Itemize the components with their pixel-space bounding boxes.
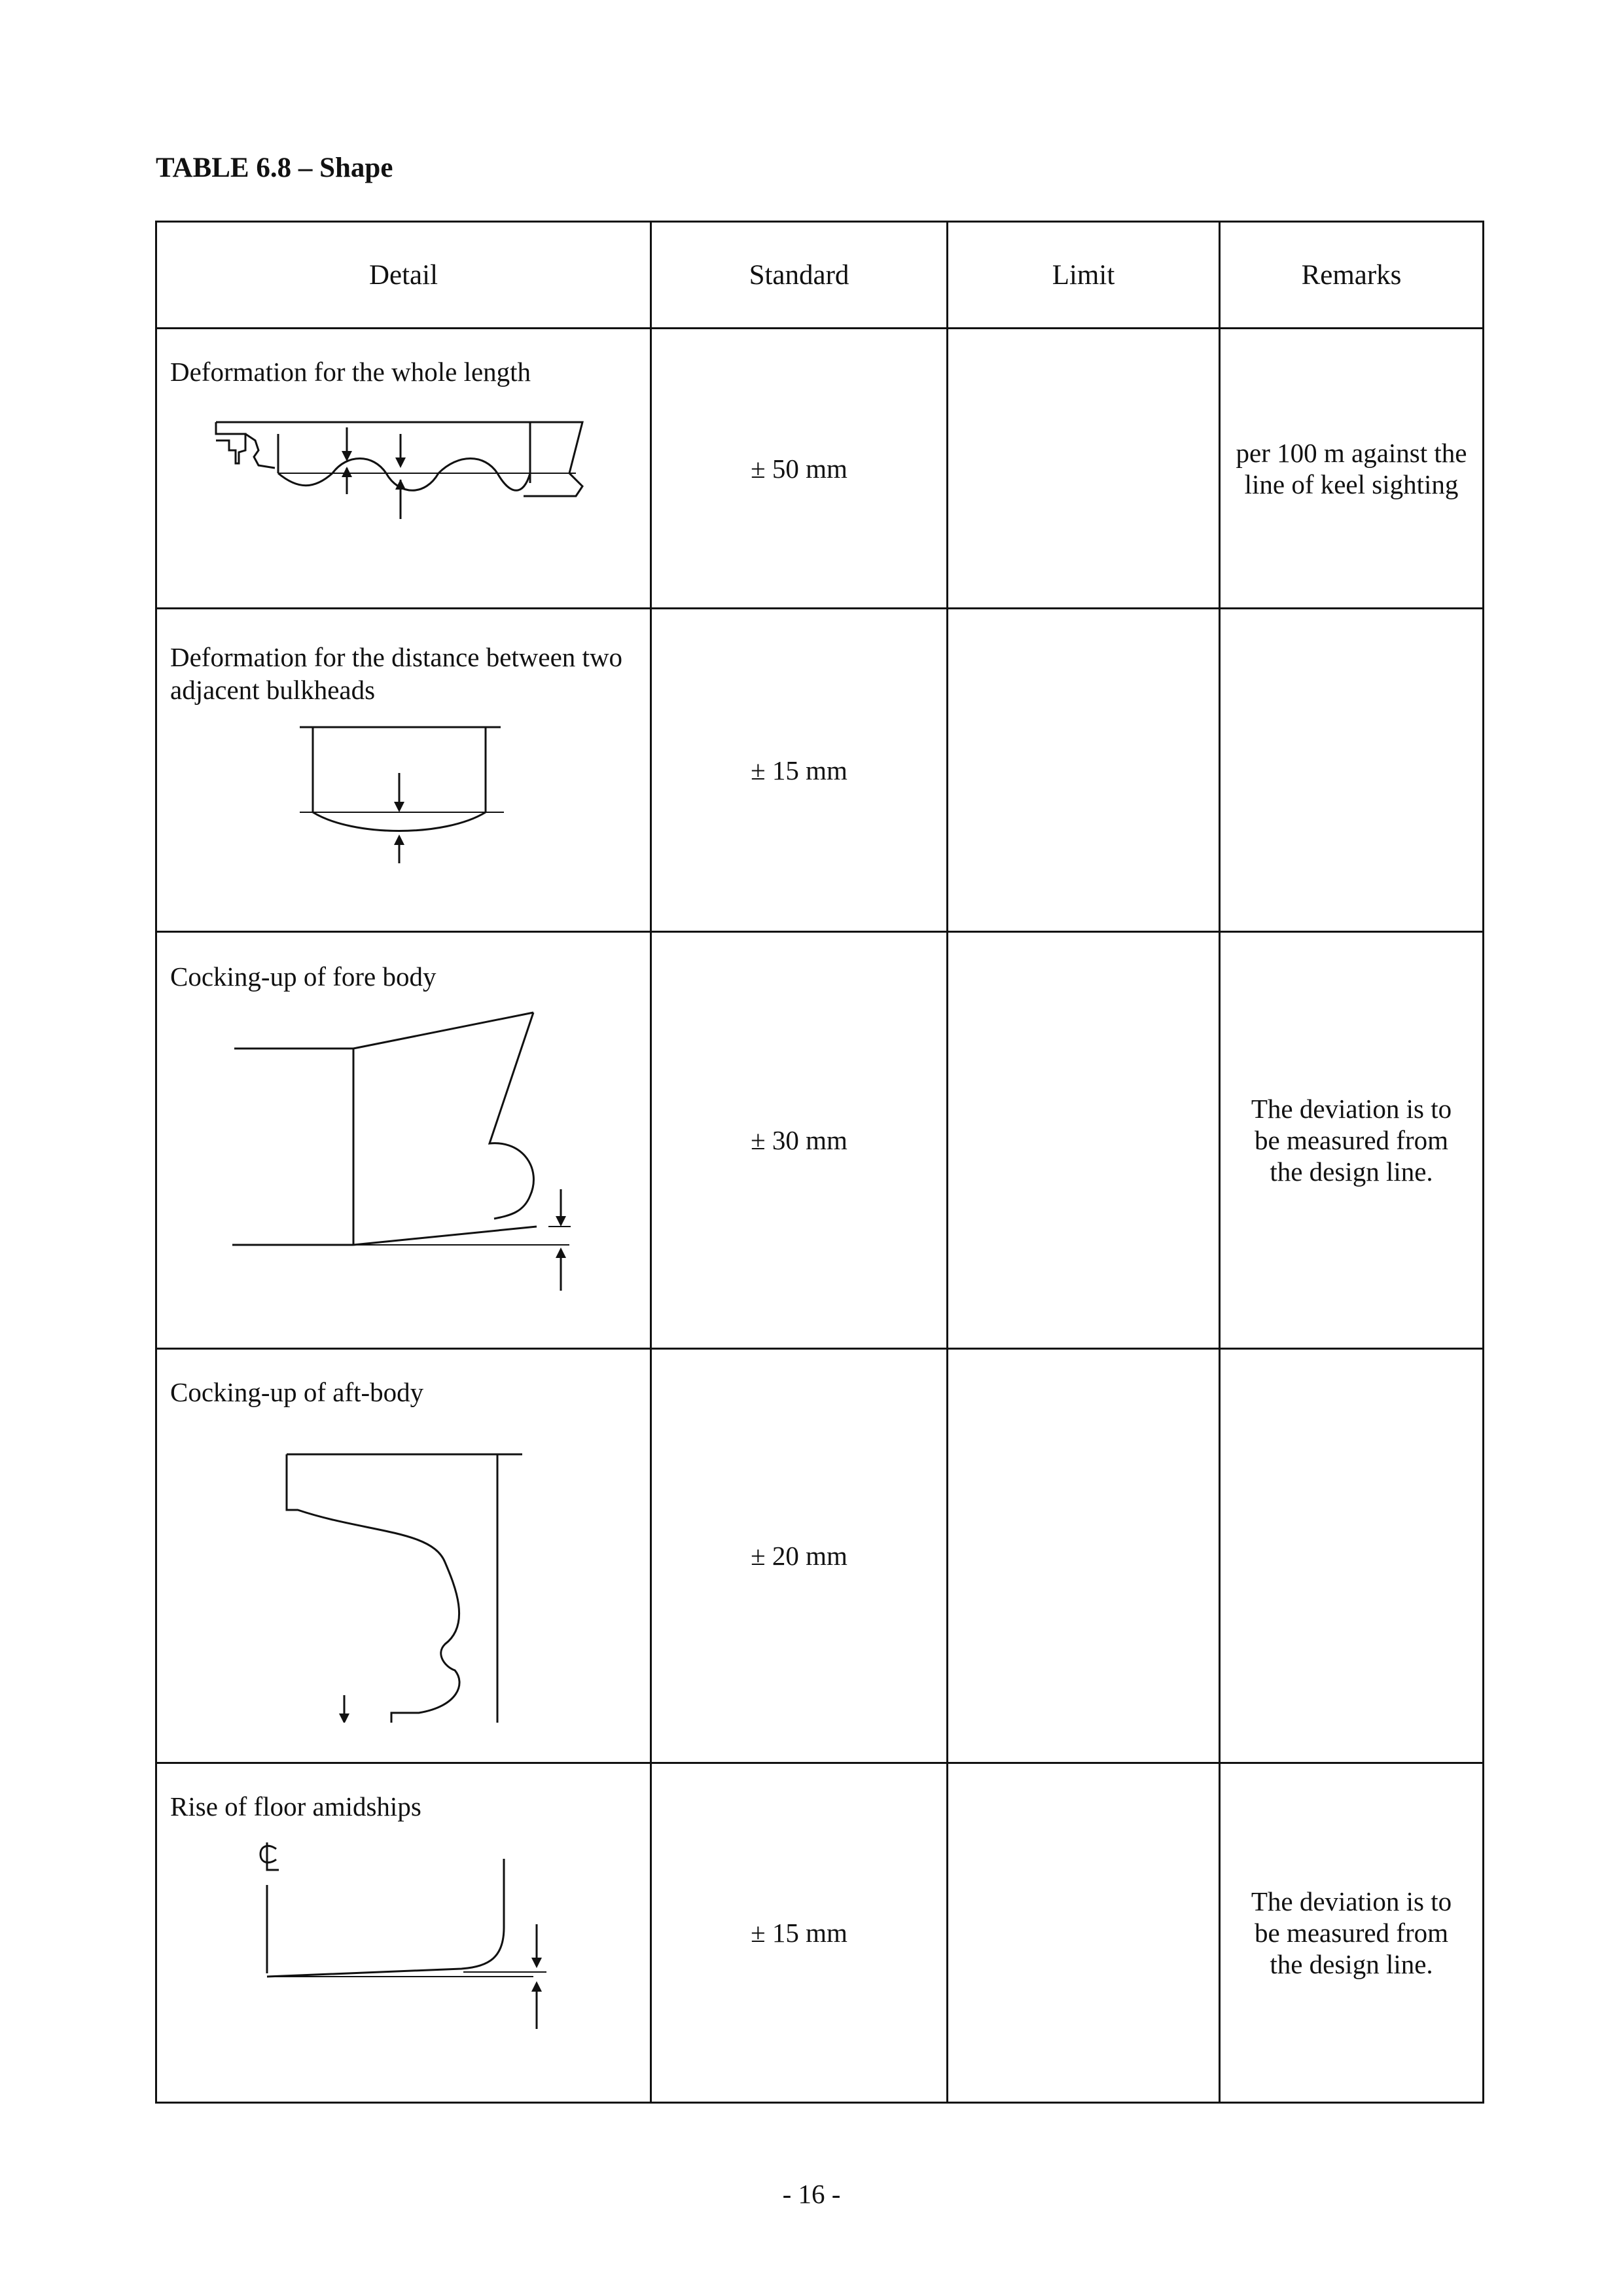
remarks-line: be measured from <box>1255 1918 1448 1948</box>
remarks-line: be measured from <box>1255 1125 1448 1155</box>
limit-cell <box>948 1349 1220 1763</box>
detail-cell <box>156 1763 651 2103</box>
standard-cell: ± 30 mm <box>651 932 948 1349</box>
centerline-symbol-icon <box>260 1842 279 1870</box>
standard-cell: ± 20 mm <box>651 1349 948 1763</box>
limit-cell <box>948 1763 1220 2103</box>
standard-cell: ± 50 mm <box>651 329 948 609</box>
remarks-line: The deviation is to <box>1251 1886 1452 1916</box>
shape-tolerance-table <box>155 221 1484 2104</box>
detail-cell <box>156 1349 651 1763</box>
table-row <box>156 1763 1484 2103</box>
header-standard: Standard <box>651 222 948 329</box>
detail-label: Rise of floor amidships <box>170 1791 421 1821</box>
table-row <box>156 329 1484 609</box>
standard-cell: ± 15 mm <box>651 1763 948 2103</box>
remarks-line: per 100 m against the <box>1236 437 1467 468</box>
header-remarks: Remarks <box>1220 222 1484 329</box>
bulkhead-deformation-diagram <box>157 706 648 903</box>
remarks-line: line of keel sighting <box>1244 469 1459 499</box>
limit-cell <box>948 609 1220 932</box>
table-row <box>156 609 1484 932</box>
detail-label: Deformation for the distance between two adjacent bulkheads <box>170 642 623 705</box>
aft-body-cocking-up-diagram <box>157 1408 648 1723</box>
remarks-cell <box>1220 1349 1484 1763</box>
remarks-line: the design line. <box>1270 1157 1433 1187</box>
whole-length-deformation-diagram <box>157 388 648 532</box>
detail-label: Deformation for the whole length <box>170 357 531 387</box>
table-title: TABLE 6.8 – Shape <box>156 152 393 183</box>
limit-cell <box>948 932 1220 1349</box>
detail-cell <box>156 609 651 932</box>
fore-body-cocking-up-diagram <box>157 993 648 1307</box>
page-number: - 16 - <box>782 2179 841 2209</box>
remarks-cell <box>1220 329 1484 609</box>
detail-cell <box>156 329 651 609</box>
standard-cell: ± 15 mm <box>651 609 948 932</box>
remarks-line: The deviation is to <box>1251 1094 1452 1124</box>
rise-of-floor-diagram <box>157 1823 648 2072</box>
table-header-row <box>156 222 1484 329</box>
remarks-line: the design line. <box>1270 1949 1433 1979</box>
detail-cell <box>156 932 651 1349</box>
table-row <box>156 932 1484 1349</box>
remarks-cell <box>1220 609 1484 932</box>
remarks-cell <box>1220 1763 1484 2103</box>
header-detail: Detail <box>156 222 651 329</box>
table-row <box>156 1349 1484 1763</box>
detail-label: Cocking-up of aft-body <box>170 1377 424 1407</box>
detail-label: Cocking-up of fore body <box>170 961 437 992</box>
header-limit: Limit <box>948 222 1220 329</box>
remarks-cell <box>1220 932 1484 1349</box>
limit-cell <box>948 329 1220 609</box>
